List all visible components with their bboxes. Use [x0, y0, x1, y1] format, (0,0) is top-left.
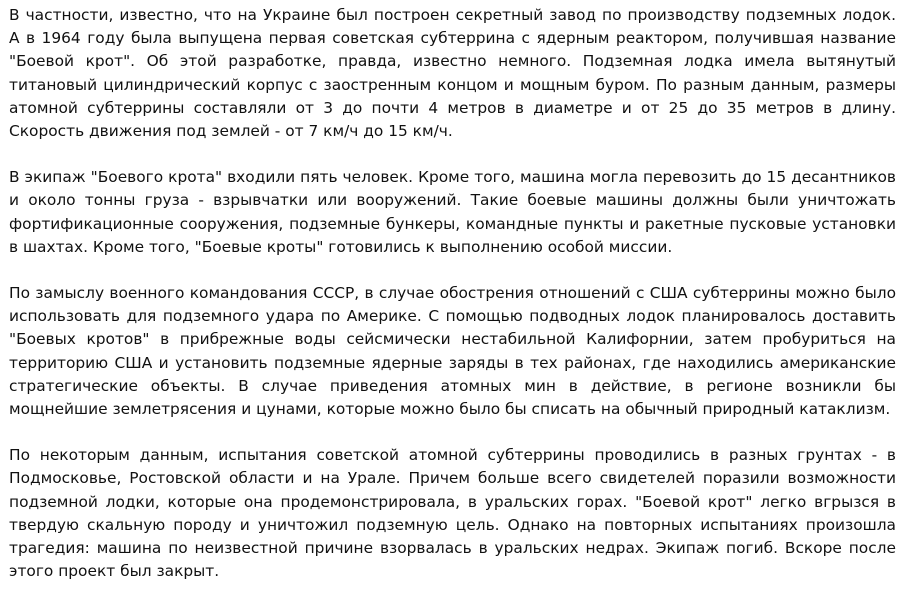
paragraph-4: По некоторым данным, испытания советской атомной субтеррины проводились в разных грунтах - в Подмосковье, Ростовской области и на Урале. Причем больше всего свидетелей поразили возможности подземной лодки, которые она продемонстрировала, в уральских горах. "Боевой крот" легко вгрызся в твердую скальную породу и уничтожил подземную цель. Однако на повторных испытаниях произошла трагедия: машина по неизвестной причине взорвалась в уральских недрах. Экипаж погиб. Вскоре после этого проект был закрыт. [9, 446, 896, 581]
paragraph-3: По замыслу военного командования СССР, в случае обострения отношений с США субтеррины можно было использовать для подземного удара по Америке. С помощью подводных лодок планировалось доставить "Боевых кротов" в прибрежные воды сейсмически нестабильной Калифорнии, затем пробуриться на территорию США и установить подземные ядерные заряды в тех районах, где находились американские стратегические объекты. В случае приведения атомных мин в действие, в регионе возникли бы мощнейшие землетрясения и цунами, которые можно было бы списать на обычный природный катаклизм. [9, 284, 896, 419]
paragraph-2: В экипаж "Боевого крота" входили пять человек. Кроме того, машина могла перевозить до 15 десантников и около тонны груза - взрывчатки или вооружений. Такие боевые машины должны были уничтожать фортификационные сооружения, подземные бункеры, командные пункты и ракетные пусковые установки в шахтах. Кроме того, "Боевые кроты" готовились к выполнению особой миссии. [9, 168, 896, 256]
paragraph-1: В частности, известно, что на Украине был построен секретный завод по производству подземных лодок. А в 1964 году была выпущена первая советская субтеррина с ядерным реактором, получившая название "Боевой крот". Об этой разработке, правда, известно немного. Подземная лодка имела вытянутый титановый цилиндрический корпус с заостренным концом и мощным буром. По разным данным, размеры атомной субтеррины составляли от 3 до почти 4 метров в диаметре и от 25 до 35 метров в длину. Скорость движения под землей - от 7 км/ч до 15 км/ч. [9, 6, 896, 141]
